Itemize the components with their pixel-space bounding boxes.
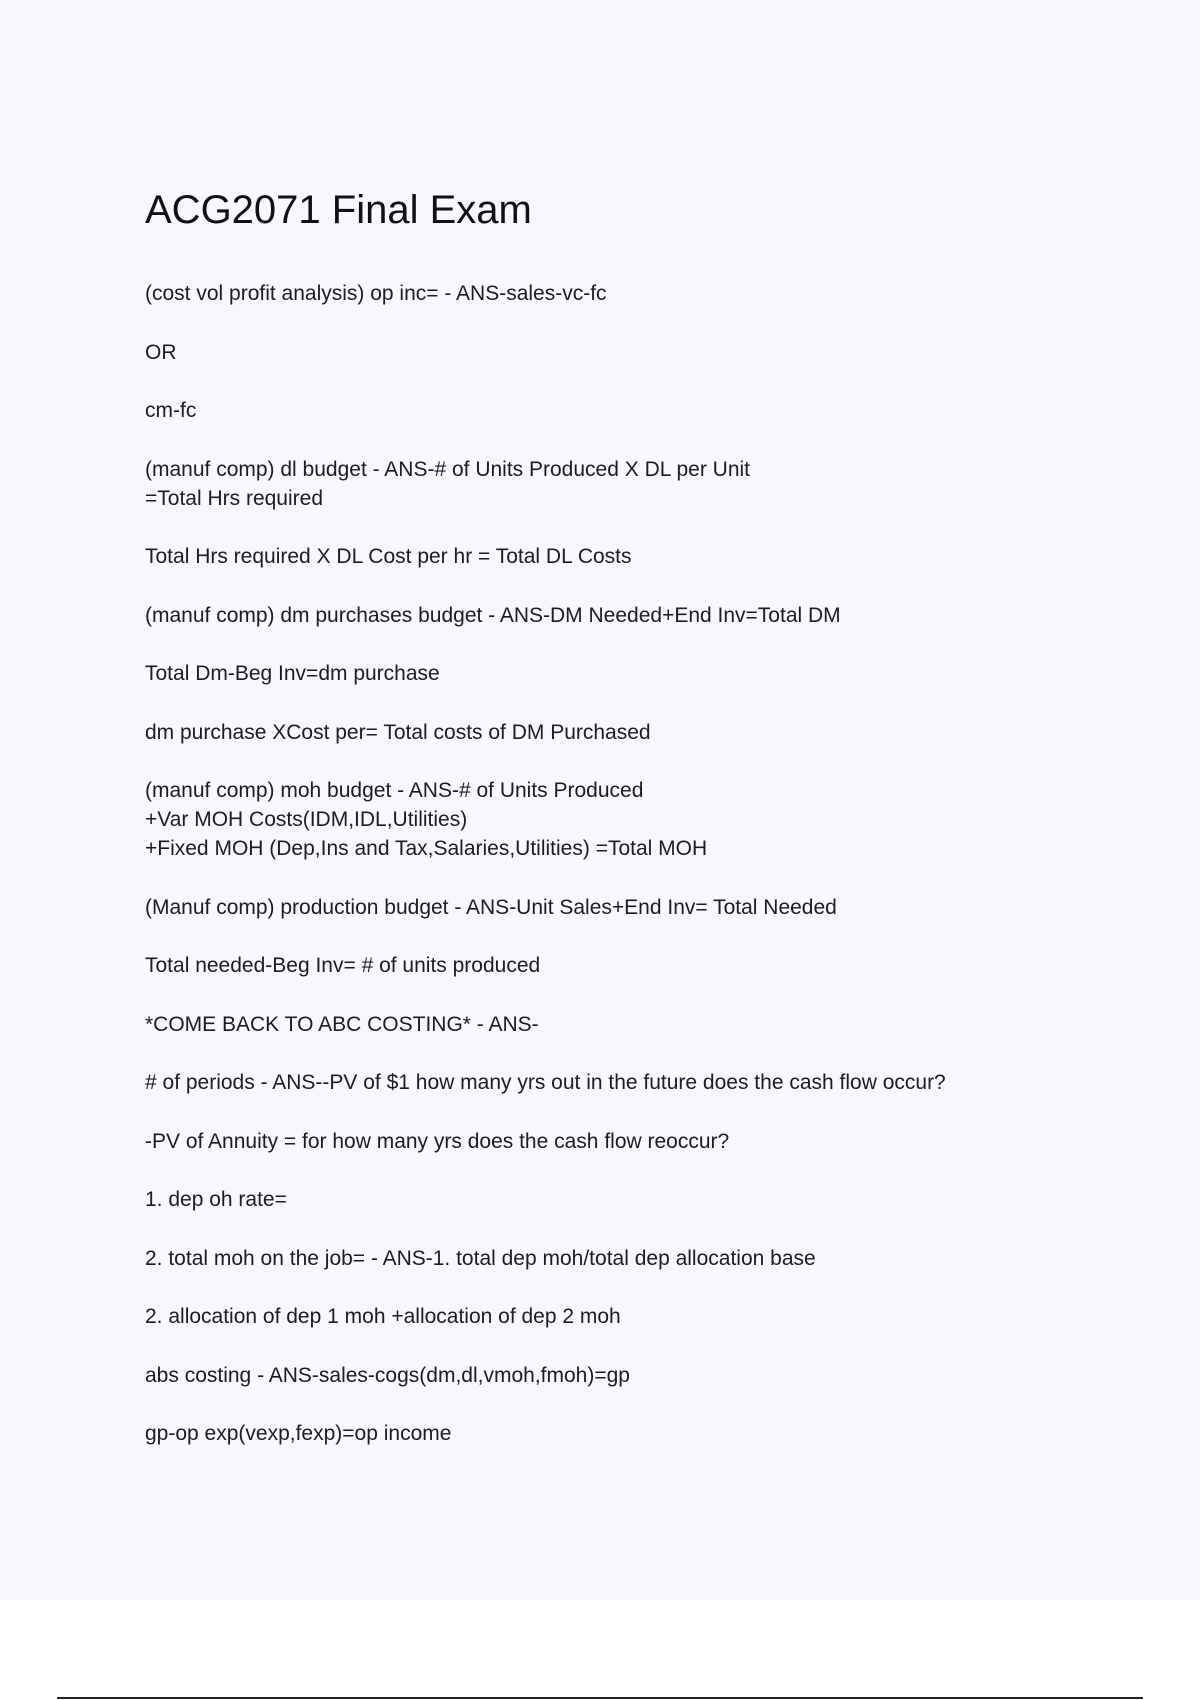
document-title: ACG2071 Final Exam	[145, 188, 532, 232]
document-body	[145, 279, 1155, 1478]
paragraph-allocation: 2. allocation of dep 1 moh +allocation of dep 2 moh	[145, 1305, 621, 1328]
paragraph-dl-budget: (manuf comp) dl budget - ANS-# of Units Produced X DL per Unit =Total Hrs required	[145, 457, 751, 510]
paragraph-op-income: gp-op exp(vexp,fexp)=op income	[145, 1422, 452, 1445]
paragraph-production-budget: (Manuf comp) production budget - ANS-Unit Sales+End Inv= Total Needed	[145, 895, 837, 919]
paragraph-cm-fc: cm-fc	[145, 399, 197, 422]
paragraph-moh-budget: (manuf comp) moh budget - ANS-# of Units Produced +Var MOH Costs(IDM,IDL,Utilities) +Fixed MOH (Dep,Ins and Tax,Salaries,Utilities) =Total MOH	[145, 779, 708, 860]
paragraph-abs-costing: abs costing - ANS-sales-cogs(dm,dl,vmoh,fmoh)=gp	[145, 1363, 630, 1387]
paragraph-periods: # of periods - ANS--PV of $1 how many yrs out in the future does the cash flow occur?	[145, 1071, 946, 1094]
paragraph-pv-annuity: -PV of Annuity = for how many yrs does the cash flow reoccur?	[145, 1129, 730, 1153]
paragraph-dep-oh-rate: 1. dep oh rate=	[145, 1188, 287, 1211]
paragraph-dm-purchase: Total Dm-Beg Inv=dm purchase	[145, 662, 440, 685]
paragraph-dm-cost: dm purchase XCost per= Total costs of DM Purchased	[145, 720, 651, 744]
paragraph-cvp-op-income: (cost vol profit analysis) op inc= - ANS-sales-vc-fc	[145, 282, 607, 305]
paragraph-total-dl-costs: Total Hrs required X DL Cost per hr = Total DL Costs	[145, 545, 632, 568]
paragraph-dm-purchases-budget: (manuf comp) dm purchases budget - ANS-DM Needed+End Inv=Total DM	[145, 603, 841, 627]
paragraph-or: OR	[145, 340, 177, 364]
footer-divider	[57, 1697, 1143, 1699]
paragraph-total-moh-job: 2. total moh on the job= - ANS-1. total dep moh/total dep allocation base	[145, 1246, 816, 1270]
paragraph-units-produced: Total needed-Beg Inv= # of units produced	[145, 954, 541, 977]
paragraph-abc-costing: *COME BACK TO ABC COSTING* - ANS-	[145, 1012, 539, 1036]
